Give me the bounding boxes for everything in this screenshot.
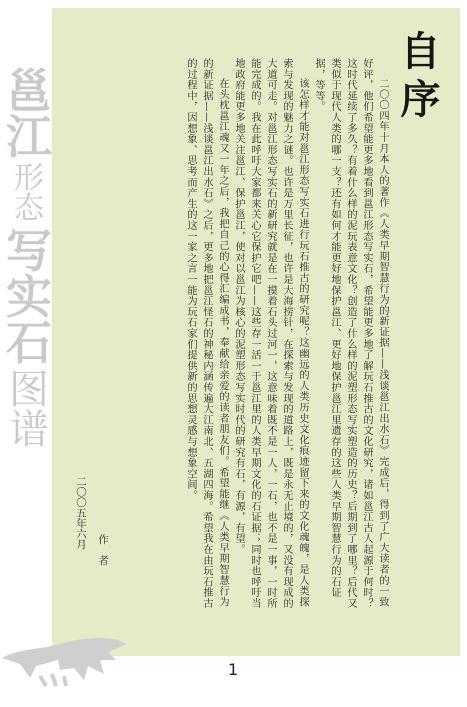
- page-title: 自序: [394, 30, 440, 126]
- side-title-line2: 形态: [14, 161, 44, 226]
- signature-author: 作 者: [97, 534, 109, 566]
- page-number: 1: [228, 660, 239, 679]
- paragraph-3: 在头枕邕江魂又一年之后，我把自己的心得汇编成书，奉献给亲爱的读者朋友们。希望能继《人类早期智慧行为的新证据——浅谈邕江出水石》之后，更多地把邕江怪石的神秘内涵传遍大江南北、五湖四海。希望我在由玩石推古的过程中，因想象、思考而产生的这一家之言一能为玩石家们提供新的思想灵感与想象空间。: [185, 58, 228, 609]
- side-title-line1: 邕江: [6, 64, 52, 164]
- side-title-line4: 图谱: [9, 367, 49, 453]
- preface-panel: [52, 8, 460, 656]
- paragraph-2: 该怎样才能对邕江形态写实石进行玩石推古的研究呢？这幽远的人类历史文化痕迹留下来的文化魂魄，是人类探索与发现的魅力之谜。也许是万里长征，也许是大海捞针，在探索与发现的道路上，既是永无止境的，又没有现成的大道可走。对邕江形态写实石的新研究就是在一摸着石头过河一，这意味着既不是一人，一石，也不是一事，一时所能完成的。我在此呼吁大家都来关心它保护它吧——这些存一活一于邕江里的人类早期文化的石证据；同时也呼吁当地政府能更多地关注邕江、保护邕江，使对以邕江为核心的泥塑形态写实时代的研究有石，有源，有望。: [233, 58, 308, 609]
- side-title-line3: 写实石: [6, 224, 52, 370]
- footer-decoration-icon: [0, 630, 130, 688]
- signature: [70, 476, 114, 626]
- side-title: [0, 64, 58, 508]
- paragraph-1: 二〇〇四年十月本人的著作《人类早期智慧行为的新证据——浅谈邕江出水石》完成后，得到了广大读者的一致好评，他们希望能更多地看到邕江形态写实石，希望能更多地了解玩石推古的文化研究，诸如邕江古人起源于何时？这时代延续了多久？有着什么样的泥玩表意文化？创造了什么样的泥塑形态写实塑造的历史？后期到了哪里？后代又类似于现代人类的哪一支？还有如何才能更好地保护邕江、更好地保护邕江里遗存的这些人类早期智慧行为的石证据，等等。: [313, 58, 388, 609]
- signature-date: 二〇〇五年六月: [75, 476, 87, 550]
